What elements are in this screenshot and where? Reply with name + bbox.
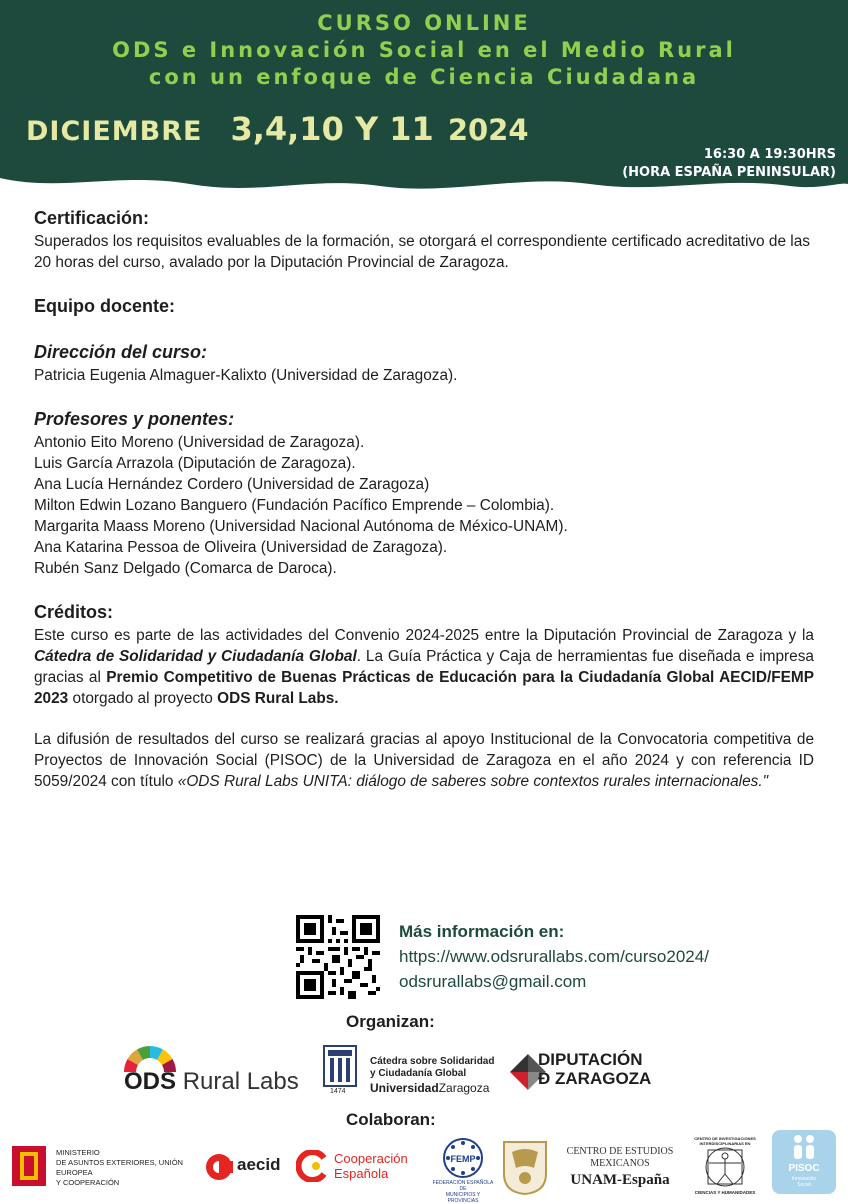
equipo-title: Equipo docente: <box>34 296 175 316</box>
direccion-text: Patricia Eugenia Almaguer-Kalixto (Universidad de Zaragoza). <box>34 367 458 384</box>
project-name: ODS Rural Labs. <box>217 690 339 707</box>
certificacion-text: Superados los requisitos evaluables de la formación, se otorgará el correspondiente certificado acreditativo de las 20 horas del curso, avalado por la Diputación Provincial de Zaragoza. <box>34 233 810 271</box>
profesor-item: Milton Edwin Lozano Banguero (Fundación Pacífico Emprende – Colombia). <box>34 497 555 514</box>
catedra-year: 1474 <box>330 1088 346 1095</box>
diputacion-text: DIPUTACIÓN Ð ZARAGOZA <box>538 1050 652 1088</box>
diputacion-zaragoza-logo <box>508 1050 688 1094</box>
ministerio-text: MINISTERIO DE ASUNTOS EXTERIORES, UNIÓN EUROPEA Y COOPERACIÓN <box>56 1148 183 1187</box>
profesor-item: Ana Lucía Hernández Cordero (Universidad de Zaragoza) <box>34 476 430 493</box>
date-days: 3,4,10 Y 11 <box>230 110 434 148</box>
profesores-list <box>34 432 814 579</box>
aecid-text: aecid <box>237 1155 281 1174</box>
aecid-mark-icon <box>205 1153 233 1181</box>
catedra-name-text: Cátedra sobre Solidaridad y Ciudadanía Global UniversidadZaragoza <box>370 1056 495 1095</box>
profesor-item: Margarita Maass Moreno (Universidad Nacional Autónoma de México-UNAM). <box>34 518 568 535</box>
direccion-title: Dirección del curso: <box>34 342 208 362</box>
pisoc-people-icon <box>789 1134 819 1160</box>
ods-rural-labs-logo <box>122 1046 302 1096</box>
header-wave-edge <box>0 170 848 195</box>
project-title: «ODS Rural Labs UNITA: diálogo de saberes sobre contextos rurales internacionales." <box>177 773 769 790</box>
contact-email-link[interactable]: odsrurallabs@gmail.com <box>399 972 587 991</box>
pisoc-text: PISOC <box>788 1163 820 1174</box>
spain-coat-of-arms-icon <box>8 1142 50 1190</box>
header-banner <box>0 0 848 195</box>
ciich-top-text: CENTRO DE INVESTIGACIONES INTERDISCIPLINARIAS EN <box>694 1136 756 1146</box>
ministerio-logo <box>8 1142 188 1192</box>
unam-shield-logo <box>500 1138 556 1198</box>
course-name-line2: con un enfoque de Ciencia Ciudadana <box>148 65 700 89</box>
aecid-logo <box>205 1145 285 1189</box>
pisoc-logo <box>772 1130 836 1194</box>
femp-stars-icon <box>443 1138 483 1178</box>
qr-code-icon[interactable] <box>296 915 380 999</box>
time-range: 16:30 A 19:30HRS <box>703 147 836 162</box>
organizan-label: Organizan: <box>346 1012 435 1031</box>
creditos-paragraph-2: La difusión de resultados del curso se realizará gracias al apoyo Institucional de la Convocatoria competitiva de Proyectos de Innovación Social (PISOC) de la Universidad de Zaragoza en el año 2024 y con referencia ID 5059/2024 con título «ODS Rural Labs UNITA: diálogo de saberes sobre contextos rurales internacionales." <box>34 731 814 790</box>
profesor-item: Antonio Eito Moreno (Universidad de Zaragoza). <box>34 434 365 451</box>
course-title <box>0 10 848 91</box>
profesores-title: Profesores y ponentes: <box>34 409 235 429</box>
course-url-link[interactable]: https://www.odsrurallabs.com/curso2024/ <box>399 947 709 966</box>
course-type: CURSO ONLINE <box>317 11 531 35</box>
vitruvian-man-icon <box>704 1146 746 1188</box>
pisoc-sub-text: Innovación Social <box>791 1176 817 1188</box>
femp-mark-text: FEMP <box>450 1154 476 1164</box>
date-month: DICIEMBRE <box>26 116 203 147</box>
creditos-title: Créditos: <box>34 602 114 622</box>
femp-logo <box>432 1138 494 1204</box>
cooperacion-text: Cooperación Española <box>334 1151 408 1181</box>
ciich-logo <box>690 1136 760 1198</box>
profesor-item: Rubén Sanz Delgado (Comarca de Daroca). <box>34 560 337 577</box>
creditos-paragraph-1: Este curso es parte de las actividades del Convenio 2024-2025 entre la Diputación Provincial de Zaragoza y la Cátedra de Solidaridad y Ciudadanía Global. La Guía Práctica y Caja de herramientas fue diseñada e impresa gracias al Premio Competitivo de Buenas Prácticas de Educación para la Ciudadanía Global AECID/FEMP 2023 otorgado al proyecto ODS Rural Labs. <box>34 627 814 707</box>
catedra-name: Cátedra de Solidaridad y Ciudadanía Global <box>34 648 357 665</box>
unam-shield-icon <box>500 1138 550 1196</box>
cooperacion-espanola-logo <box>296 1142 416 1190</box>
course-dates <box>26 110 529 148</box>
premio-name: Premio Competitivo de Buenas Prácticas de Educación para la Ciudadanía Global AECID/FEMP 2023 <box>34 669 814 707</box>
date-year: 2024 <box>447 113 529 147</box>
cem-text: CENTRO DE ESTUDIOS MEXICANOS UNAM-España <box>566 1146 674 1188</box>
course-name-line1: ODS e Innovación Social en el Medio Rural <box>112 38 736 62</box>
cem-unam-logo <box>560 1146 680 1190</box>
more-info-title: Más información en: <box>399 922 565 941</box>
femp-text: FEDERACIÓN ESPAÑOLA DE MUNICIPIOS Y PROVINCIAS <box>432 1180 494 1204</box>
profesor-item: Ana Katarina Pessoa de Oliveira (Universidad de Zaragoza). <box>34 539 448 556</box>
ods-rural-labs-text: ODS Rural Labs <box>124 1068 299 1095</box>
cooperacion-mark-icon <box>296 1150 328 1182</box>
main-content <box>34 205 814 792</box>
colaboran-label: Colaboran: <box>346 1110 436 1129</box>
catedra-logo <box>322 1044 502 1100</box>
profesor-item: Luis García Arrazola (Diputación de Zaragoza). <box>34 455 356 472</box>
more-info-block <box>296 915 836 1005</box>
ciich-bottom-text: CIENCIAS Y HUMANIDADES <box>694 1190 756 1195</box>
time-zone: (HORA ESPAÑA PENINSULAR) <box>622 165 836 180</box>
more-info-text <box>399 919 709 994</box>
certificacion-title: Certificación: <box>34 208 150 228</box>
